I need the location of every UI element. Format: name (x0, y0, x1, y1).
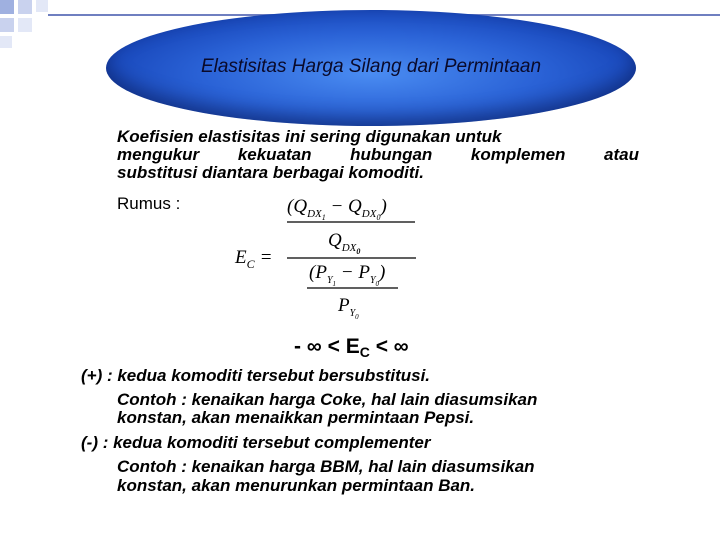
decor-square (18, 0, 32, 14)
formula-den-mid: (P (309, 262, 327, 283)
svg-text:(QDX1 − QDX0): $(Q_{DX}1 - Q_{DX}0)$ (287, 196, 387, 222)
intro-line: mengukur kekuatan hubungan komplemen atau (117, 145, 639, 164)
range-sub: C (359, 344, 370, 360)
minus-example-line: konstan, akan menurunkan permintaan Ban. (117, 476, 476, 495)
plus-line: (+) : kedua komoditi tersebut bersubstitusi. (81, 366, 431, 385)
decor-square (0, 0, 14, 14)
decor-square (18, 18, 32, 32)
elasticity-range (294, 335, 409, 360)
intro-line: Koefisien elastisitas ini sering digunakan untuk (117, 127, 502, 146)
formula-den-bot: P (338, 295, 350, 316)
intro-line: substitusi diantara berbagai komoditi. (117, 163, 424, 182)
svg-text:(PY1 − PY0): $(P_Y1 - P_Y0)$ (309, 262, 386, 288)
intro-paragraph (117, 128, 639, 182)
cross-elasticity-formula (230, 190, 430, 330)
range-right: < ∞ (369, 335, 409, 358)
rumus-label: Rumus : (117, 194, 181, 213)
minus-example-line: Contoh : kenaikan harga BBM, hal lain diasumsikan (117, 457, 535, 476)
formula-lhs: E (235, 247, 247, 268)
minus-line: (-) : kedua komoditi tersebut complementer (81, 433, 431, 452)
svg-text:EC=: $E_C$ = (235, 247, 273, 271)
decor-square (0, 18, 14, 32)
formula-num-open: (Q (287, 196, 308, 217)
plus-example-line: Contoh : kenaikan harga Coke, hal lain diasumsikan (117, 390, 538, 409)
decor-square (36, 0, 48, 12)
plus-example-line: konstan, akan menaikkan permintaan Pepsi. (117, 408, 475, 427)
formula-den-top: Q (328, 230, 342, 251)
svg-text:PY0: $P_Y0$ (338, 295, 359, 321)
svg-text:QDX0: $Q_{DX}0$ (328, 230, 361, 256)
decor-square (0, 36, 12, 48)
slide-title: Elastisitas Harga Silang dari Permintaan (200, 56, 542, 77)
range-left: - ∞ < E (294, 335, 360, 358)
